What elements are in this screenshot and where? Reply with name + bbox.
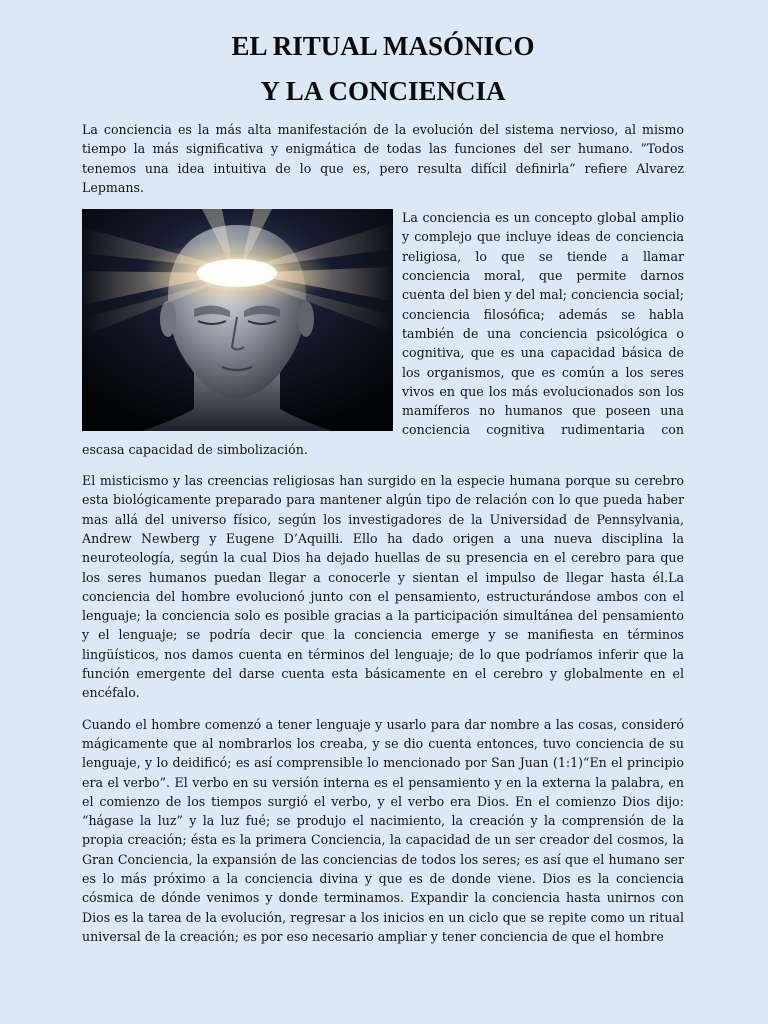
document-title bbox=[82, 26, 684, 111]
paragraph-misticismo: El misticismo y las creencias religiosas han surgido en la especie humana porque su cerebro esta biológicamente preparado para mantener algún tipo de relación con lo que pueda haber mas allá del universo físico, según los investigadores de la Universidad de Pennsylvania, Andrew Newberg y Eugene D’Aquilli. Ello ha dado origen a una nueva disciplina la neuroteología, según la cual Dios ha dejado huellas de su presencia en el cerebro para que los seres humanos puedan llegar a conocerle y sientan el impulso de llegar hasta él.La conciencia del hombre evolucionó junto con el pensamiento, estructurándose ambos con el lenguaje; la conciencia solo es posible gracias a la participación simultánea del pensamiento y el lenguaje; se podría decir que la conciencia emerge y se manifiesta en términos lingüísticos, nos damos cuenta en términos del lenguaje; de lo que podríamos inferir que la función emergente del darse cuenta esta básicamente en el cerebro y globalmente en el encéfalo. bbox=[82, 473, 684, 701]
title-line-1: EL RITUAL MASÓNICO bbox=[231, 31, 535, 61]
figure-section bbox=[82, 208, 684, 459]
paragraph-lenguaje: Cuando el hombre comenzó a tener lenguaje y usarlo para dar nombre a las cosas, consideró mágicamente que al nombrarlos los creaba, y se dio cuenta entonces, tuvo conciencia de su lenguaje, y lo deidificó; es así comprensible lo mencionado por San Juan (1:1)“En el principio era el verbo”. El verbo en su versión interna es el pensamiento y en la externa la palabra, en el comienzo de los tiempos surgió el verbo, y el verbo era Dios. En el comienzo Dios dijo: “hágase la luz” y la luz fué; se produjo el nacimiento, la creación y la comprensión de la propia creación; ésta es la primera Conciencia, la capacidad de un ser creador del cosmos, la Gran Conciencia, la expansión de las conciencias de todos los seres; es así que el humano ser es lo más próximo a la conciencia divina y que es de donde viene. Dios es la conciencia cósmica de dónde venimos y donde terminamos. Expandir la conciencia hasta unirnos con Dios es la tarea de la evolución, regresar a los inicios en un ciclo que se repite como un ritual universal de la creación; es por eso necesario ampliar y tener conciencia de que el hombre bbox=[82, 716, 684, 944]
paragraph-conciencia-global: La conciencia es un concepto global amplio y complejo que incluye ideas de conciencia religiosa, lo que se tiende a llamar conciencia moral, que permite darnos cuenta del bien y del mal; conciencia social; conciencia filosófica; además se habla también de una conciencia psicológica o cognitiva, que es una capacidad básica de los organismos, que es común a los seres vivos en que los más evolucionados son los mamíferos no humanos que poseen una conciencia cognitiva rudimentaria con escasa capacidad de simbolización. bbox=[82, 210, 684, 457]
glowing-head-icon bbox=[82, 209, 393, 431]
paragraph-intro: La conciencia es la más alta manifestación de la evolución del sistema nervioso, al mismo tiempo la más significativa y enigmática de todas las funciones del ser humano. ”Todos tenemos una idea intuitiva de lo que es, pero resulta difícil definirla” refiere Alvarez Lepmans. bbox=[82, 122, 684, 195]
title-line-2: Y LA CONCIENCIA bbox=[260, 76, 506, 106]
